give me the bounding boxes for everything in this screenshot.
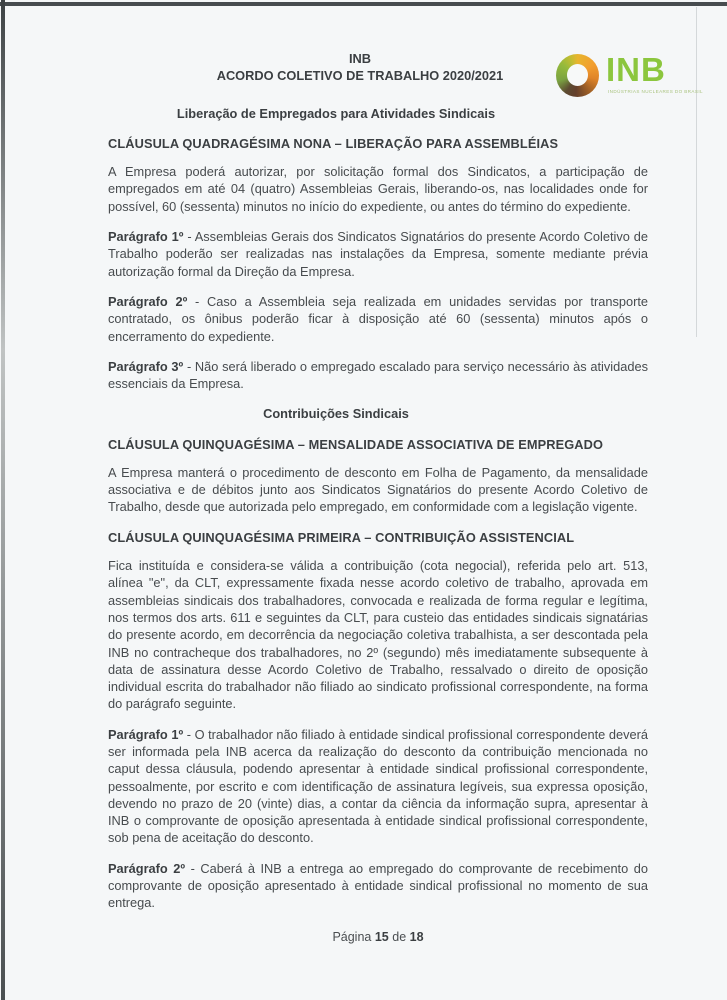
document-company: INB (348, 51, 372, 66)
paragraph-text: - Assembleias Gerais dos Sindicatos Signatários do presente Acordo Coletivo de Trabalho poderão ser realizadas nas instalações da Empresa, somente mediante prévia autorização formal da Direção da Empresa. (108, 229, 648, 279)
footer-page-number: 15 (374, 930, 389, 944)
clause-49-body: A Empresa poderá autorizar, por solicitação formal dos Sindicatos, a participação de empregados em até 04 (quatro) Assembleias Gerais, liberando-os, nas localidades onde for possível, 60 (sessenta) minutos no início do expediente, ou antes do término do expediente. (108, 164, 648, 214)
paragraph-label: Parágrafo 1º (108, 726, 184, 742)
clause-50-heading: CLÁUSULA QUINQUAGÉSIMA – MENSALIDADE ASSOCIATIVA DE EMPREGADO (108, 436, 604, 452)
footer-prefix: Página (332, 930, 372, 944)
paragraph-label: Parágrafo 2º (108, 293, 188, 309)
paragraph-text: - O trabalhador não filiado à entidade sindical profissional correspondente deverá ser informada pela INB acerca da realização do desconto da contribuição mencionada no caput dessa cláusula, podendo apresentar à entidade sindical profissional correspondente, pessoalmente, por escrito e com identificação de assinatura legíveis, sua expressa oposição, devendo no prazo de 20 (vinte) dias, a contar da ciência da informação supra, apresentar à INB o comprovante de oposição apresentada à entidade sindical profissional correspondente, sob pena de aceitação do desconto. (108, 726, 648, 846)
footer-separator: de (392, 930, 407, 944)
paragraph-text: - Caso a Assembleia seja realizada em unidades servidas por transporte contratado, os ônibus poderão ficar à disposição até 60 (sessenta) minutos após o encerramento do expediente. (108, 293, 649, 344)
paragraph-label: Parágrafo 2º (108, 860, 186, 876)
clause-49-heading: CLÁUSULA QUADRAGÉSIMA NONA – LIBERAÇÃO PARA ASSEMBLÉIAS (108, 135, 559, 151)
clause-49-paragraph-3 (108, 358, 648, 393)
inb-logo-wordmark: INB (606, 51, 666, 88)
clause-49-paragraph-2 (108, 293, 648, 345)
paragraph-label: Parágrafo 1º (108, 229, 184, 245)
scan-edge-right (696, 7, 697, 337)
scan-edge-top (0, 2, 727, 6)
clause-51-body: Fica instituída e considera-se válida a contribuição (cota negocial), referida pelo art. 513, alínea "e", da CLT, expressamente fixada nesse acordo coletivo de trabalho, aprovada em assembleias sindicais dos trabalhadores, convocada e realizada de forma regular e legítima, nos termos dos arts. 611 e seguintes da CLT, para custeio das entidades sindicais signatárias do presente acordo, em decorrência da negociação coletiva trabalhista, a ser descontada pela INB no contracheque dos trabalhadores, no 2º (segundo) mês imediatamente subsequente à data de assinatura desse Acordo Coletivo de Trabalho, ressalvado o direito de oposição individual escrita do trabalhador não filiado ao sindicato profissional correspondente, na forma do parágrafo seguinte. (108, 558, 648, 712)
clause-51-paragraph-2 (108, 860, 648, 912)
paragraph-text: - Não será liberado o empregado escalado para serviço necessário às atividades essenciais da Empresa. (108, 358, 648, 392)
inb-logo-tagline: INDÚSTRIAS NUCLEARES DO BRASIL (608, 89, 703, 94)
page-footer (108, 930, 727, 944)
clause-51-paragraph-1 (108, 726, 648, 847)
clause-51-heading: CLÁUSULA QUINQUAGÉSIMA PRIMEIRA – CONTRIBUIÇÃO ASSISTENCIAL (108, 529, 575, 545)
topic-heading-liberacao: Liberação de Empregados para Atividades Sindicais (176, 105, 496, 121)
document-title: ACORDO COLETIVO DE TRABALHO 2020/2021 (216, 68, 504, 84)
paragraph-text: - Caberá à INB a entrega ao empregado do comprovante de recebimento do comprovante de oposição apresentado à entidade sindical profissional no momento de sua entrega. (108, 860, 648, 911)
topic-heading-contribuicoes: Contribuições Sindicais (263, 406, 409, 422)
clause-50-body: A Empresa manterá o procedimento de desconto em Folha de Pagamento, da mensalidade associativa e de débitos junto aos Sindicatos Signatários do presente Acordo Coletivo de Trabalho, desde que autorizada pelo empregado, em conformidade com a legislação vigente. (108, 464, 648, 515)
scan-edge-left (1, 0, 5, 1000)
document-content (108, 50, 648, 924)
clause-49-paragraph-1 (108, 228, 648, 280)
paragraph-label: Parágrafo 3º (108, 358, 184, 374)
footer-total-pages: 18 (409, 930, 424, 944)
